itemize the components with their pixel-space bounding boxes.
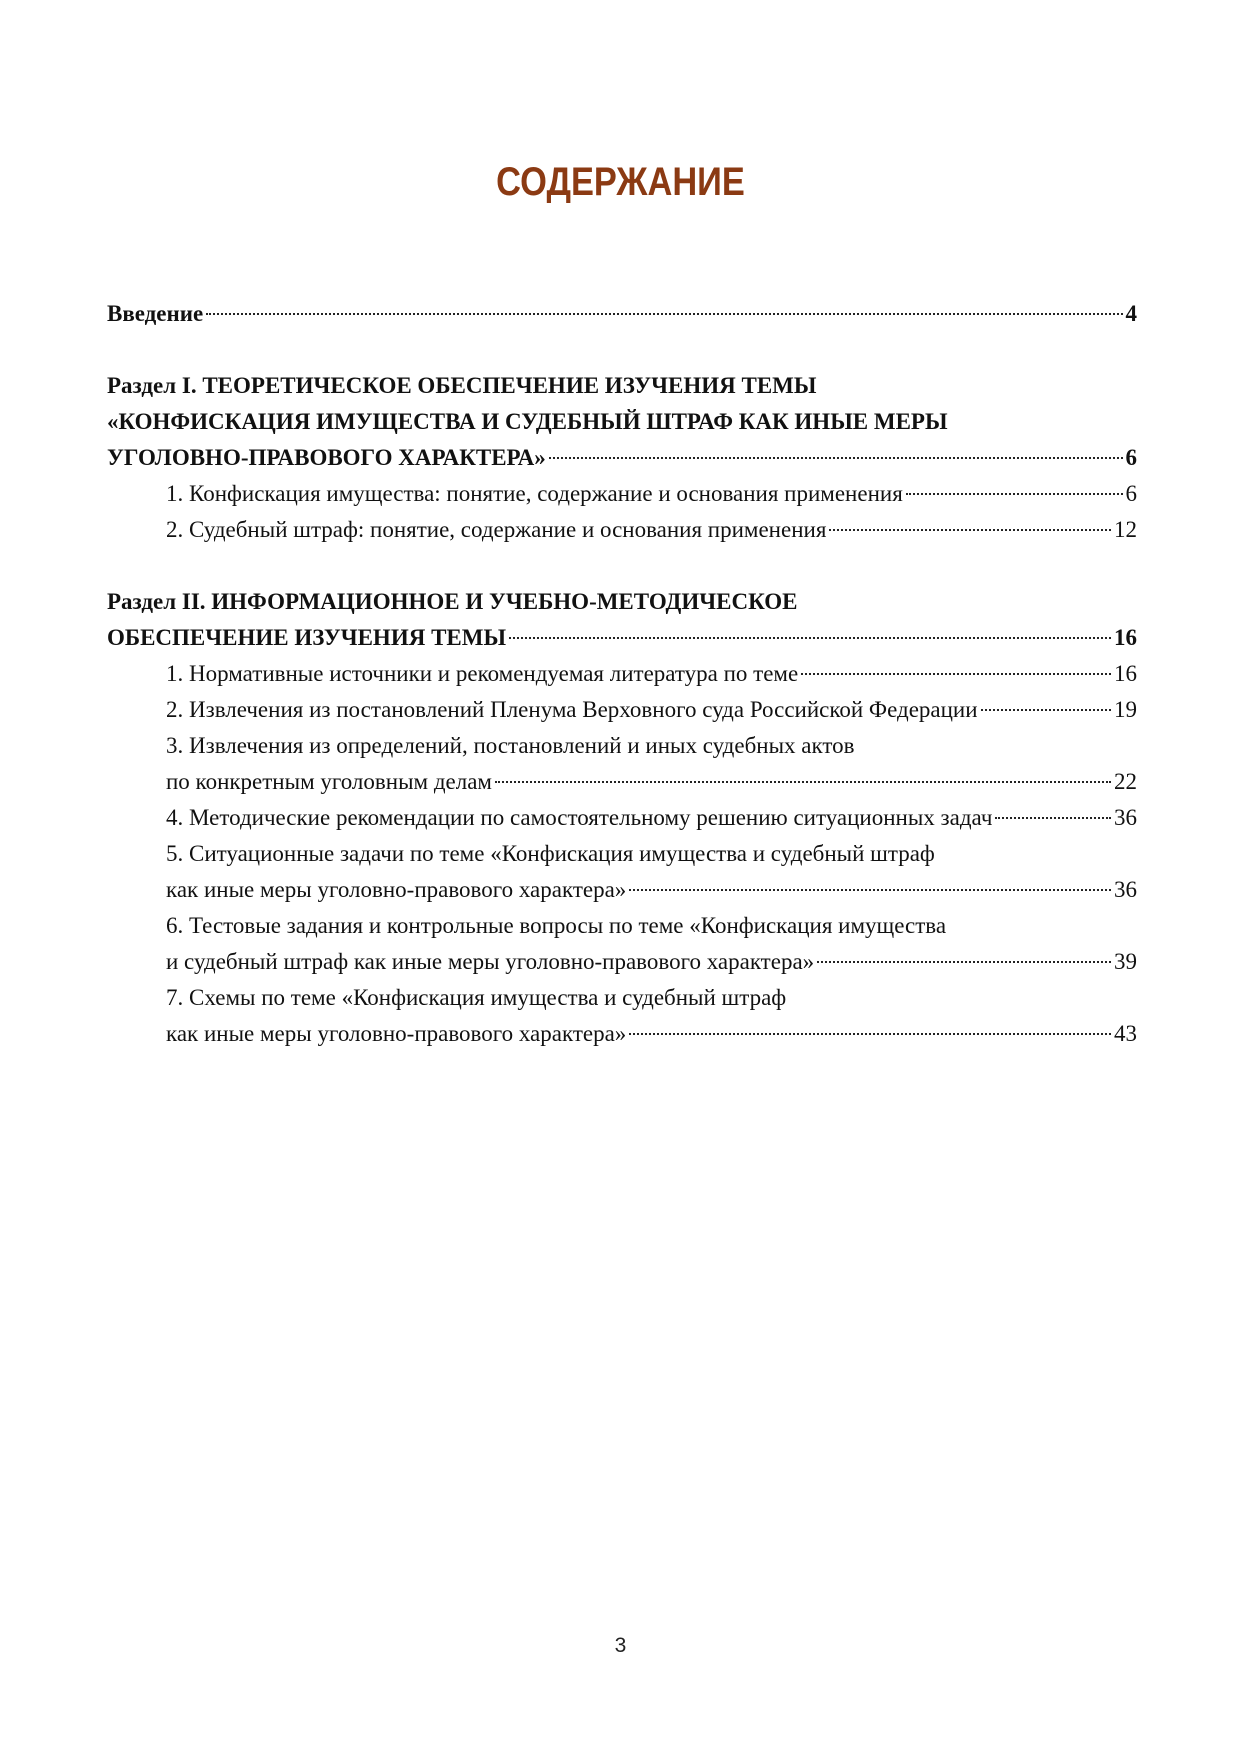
toc-entry-label: как иные меры уголовно-правового характера» — [166, 877, 627, 902]
toc-entry-first-line: 7. Схемы по теме «Конфискация имущества и судебный штраф — [166, 985, 787, 1010]
toc-entry-section-2-item-7[interactable] — [107, 1016, 1137, 1052]
toc-entry-section-2-item-5[interactable] — [107, 872, 1137, 908]
toc-entry-page: 36 — [1114, 805, 1137, 830]
toc-entry-label: УГОЛОВНО-ПРАВОВОГО ХАРАКТЕРА» — [107, 445, 546, 470]
toc-entry-section-2-item-3[interactable] — [107, 764, 1137, 800]
page-number: 3 — [614, 1634, 627, 1657]
dot-leader — [906, 493, 1123, 495]
dot-leader — [629, 1033, 1111, 1035]
toc-entry-first-line: 6. Тестовые задания и контрольные вопросы по теме «Конфискация имущества — [166, 913, 947, 938]
section-2-heading-line: Раздел II. ИНФОРМАЦИОННОЕ И УЧЕБНО-МЕТОДИЧЕСКОЕ — [107, 589, 798, 614]
toc-entry-page: 12 — [1114, 517, 1137, 542]
toc-entry-section-2[interactable] — [107, 620, 1137, 656]
toc-entry-section-1-item-2[interactable] — [107, 512, 1137, 548]
toc-entry-label: 1. Конфискация имущества: понятие, содержание и основания применения — [166, 481, 903, 506]
toc-entry-page: 16 — [1114, 625, 1137, 650]
toc-entry-section-2-item-2[interactable] — [107, 692, 1137, 728]
toc-entry-label: 1. Нормативные источники и рекомендуемая литература по теме — [166, 661, 799, 686]
page-title: СОДЕРЖАНИЕ — [496, 160, 745, 204]
dot-leader — [549, 457, 1123, 459]
dot-leader — [801, 673, 1111, 675]
toc-entry-page: 16 — [1114, 661, 1137, 686]
toc-entry-section-1-item-1[interactable] — [107, 476, 1137, 512]
toc-entry-label: 4. Методические рекомендации по самостоятельному решению ситуационных задач — [166, 805, 993, 830]
toc-entry-page: 6 — [1125, 481, 1137, 506]
toc-entry-label: 2. Извлечения из постановлений Пленума Верховного суда Российской Федерации — [166, 697, 978, 722]
dot-leader — [995, 817, 1111, 819]
toc-entry-page: 36 — [1114, 877, 1137, 902]
toc-entry-label: ОБЕСПЕЧЕНИЕ ИЗУЧЕНИЯ ТЕМЫ — [107, 625, 507, 650]
dot-leader — [829, 529, 1111, 531]
section-1-heading-line: Раздел I. ТЕОРЕТИЧЕСКОЕ ОБЕСПЕЧЕНИЕ ИЗУЧЕНИЯ ТЕМЫ — [107, 373, 817, 398]
toc-entry-section-2-item-1[interactable] — [107, 656, 1137, 692]
dot-leader — [817, 961, 1111, 963]
toc-entry-page: 4 — [1125, 301, 1137, 326]
toc-entry-page: 6 — [1125, 445, 1137, 470]
toc-entry-first-line: 5. Ситуационные задачи по теме «Конфискация имущества и судебный штраф — [166, 841, 935, 866]
dot-leader — [629, 889, 1111, 891]
toc-entry-page: 19 — [1114, 697, 1137, 722]
section-1-heading-line: «КОНФИСКАЦИЯ ИМУЩЕСТВА И СУДЕБНЫЙ ШТРАФ КАК ИНЫЕ МЕРЫ — [107, 409, 948, 434]
dot-leader — [206, 313, 1122, 315]
toc-entry-page: 43 — [1114, 1021, 1137, 1046]
toc-entry-label: по конкретным уголовным делам — [166, 769, 492, 794]
table-of-contents — [107, 296, 1137, 1052]
toc-entry-intro[interactable] — [107, 296, 1137, 332]
toc-entry-label: и судебный штраф как иные меры уголовно-правового характера» — [166, 949, 815, 974]
dot-leader — [509, 637, 1111, 639]
toc-entry-label: Введение — [107, 301, 204, 326]
toc-entry-section-2-item-6[interactable] — [107, 944, 1137, 980]
toc-entry-page: 22 — [1114, 769, 1137, 794]
toc-entry-section-1[interactable] — [107, 440, 1137, 476]
toc-entry-page: 39 — [1114, 949, 1137, 974]
dot-leader — [981, 709, 1111, 711]
dot-leader — [495, 781, 1111, 783]
toc-entry-section-2-item-4[interactable] — [107, 800, 1137, 836]
toc-entry-label: 2. Судебный штраф: понятие, содержание и основания применения — [166, 517, 827, 542]
toc-entry-first-line: 3. Извлечения из определений, постановлений и иных судебных актов — [166, 733, 855, 758]
toc-entry-label: как иные меры уголовно-правового характера» — [166, 1021, 627, 1046]
